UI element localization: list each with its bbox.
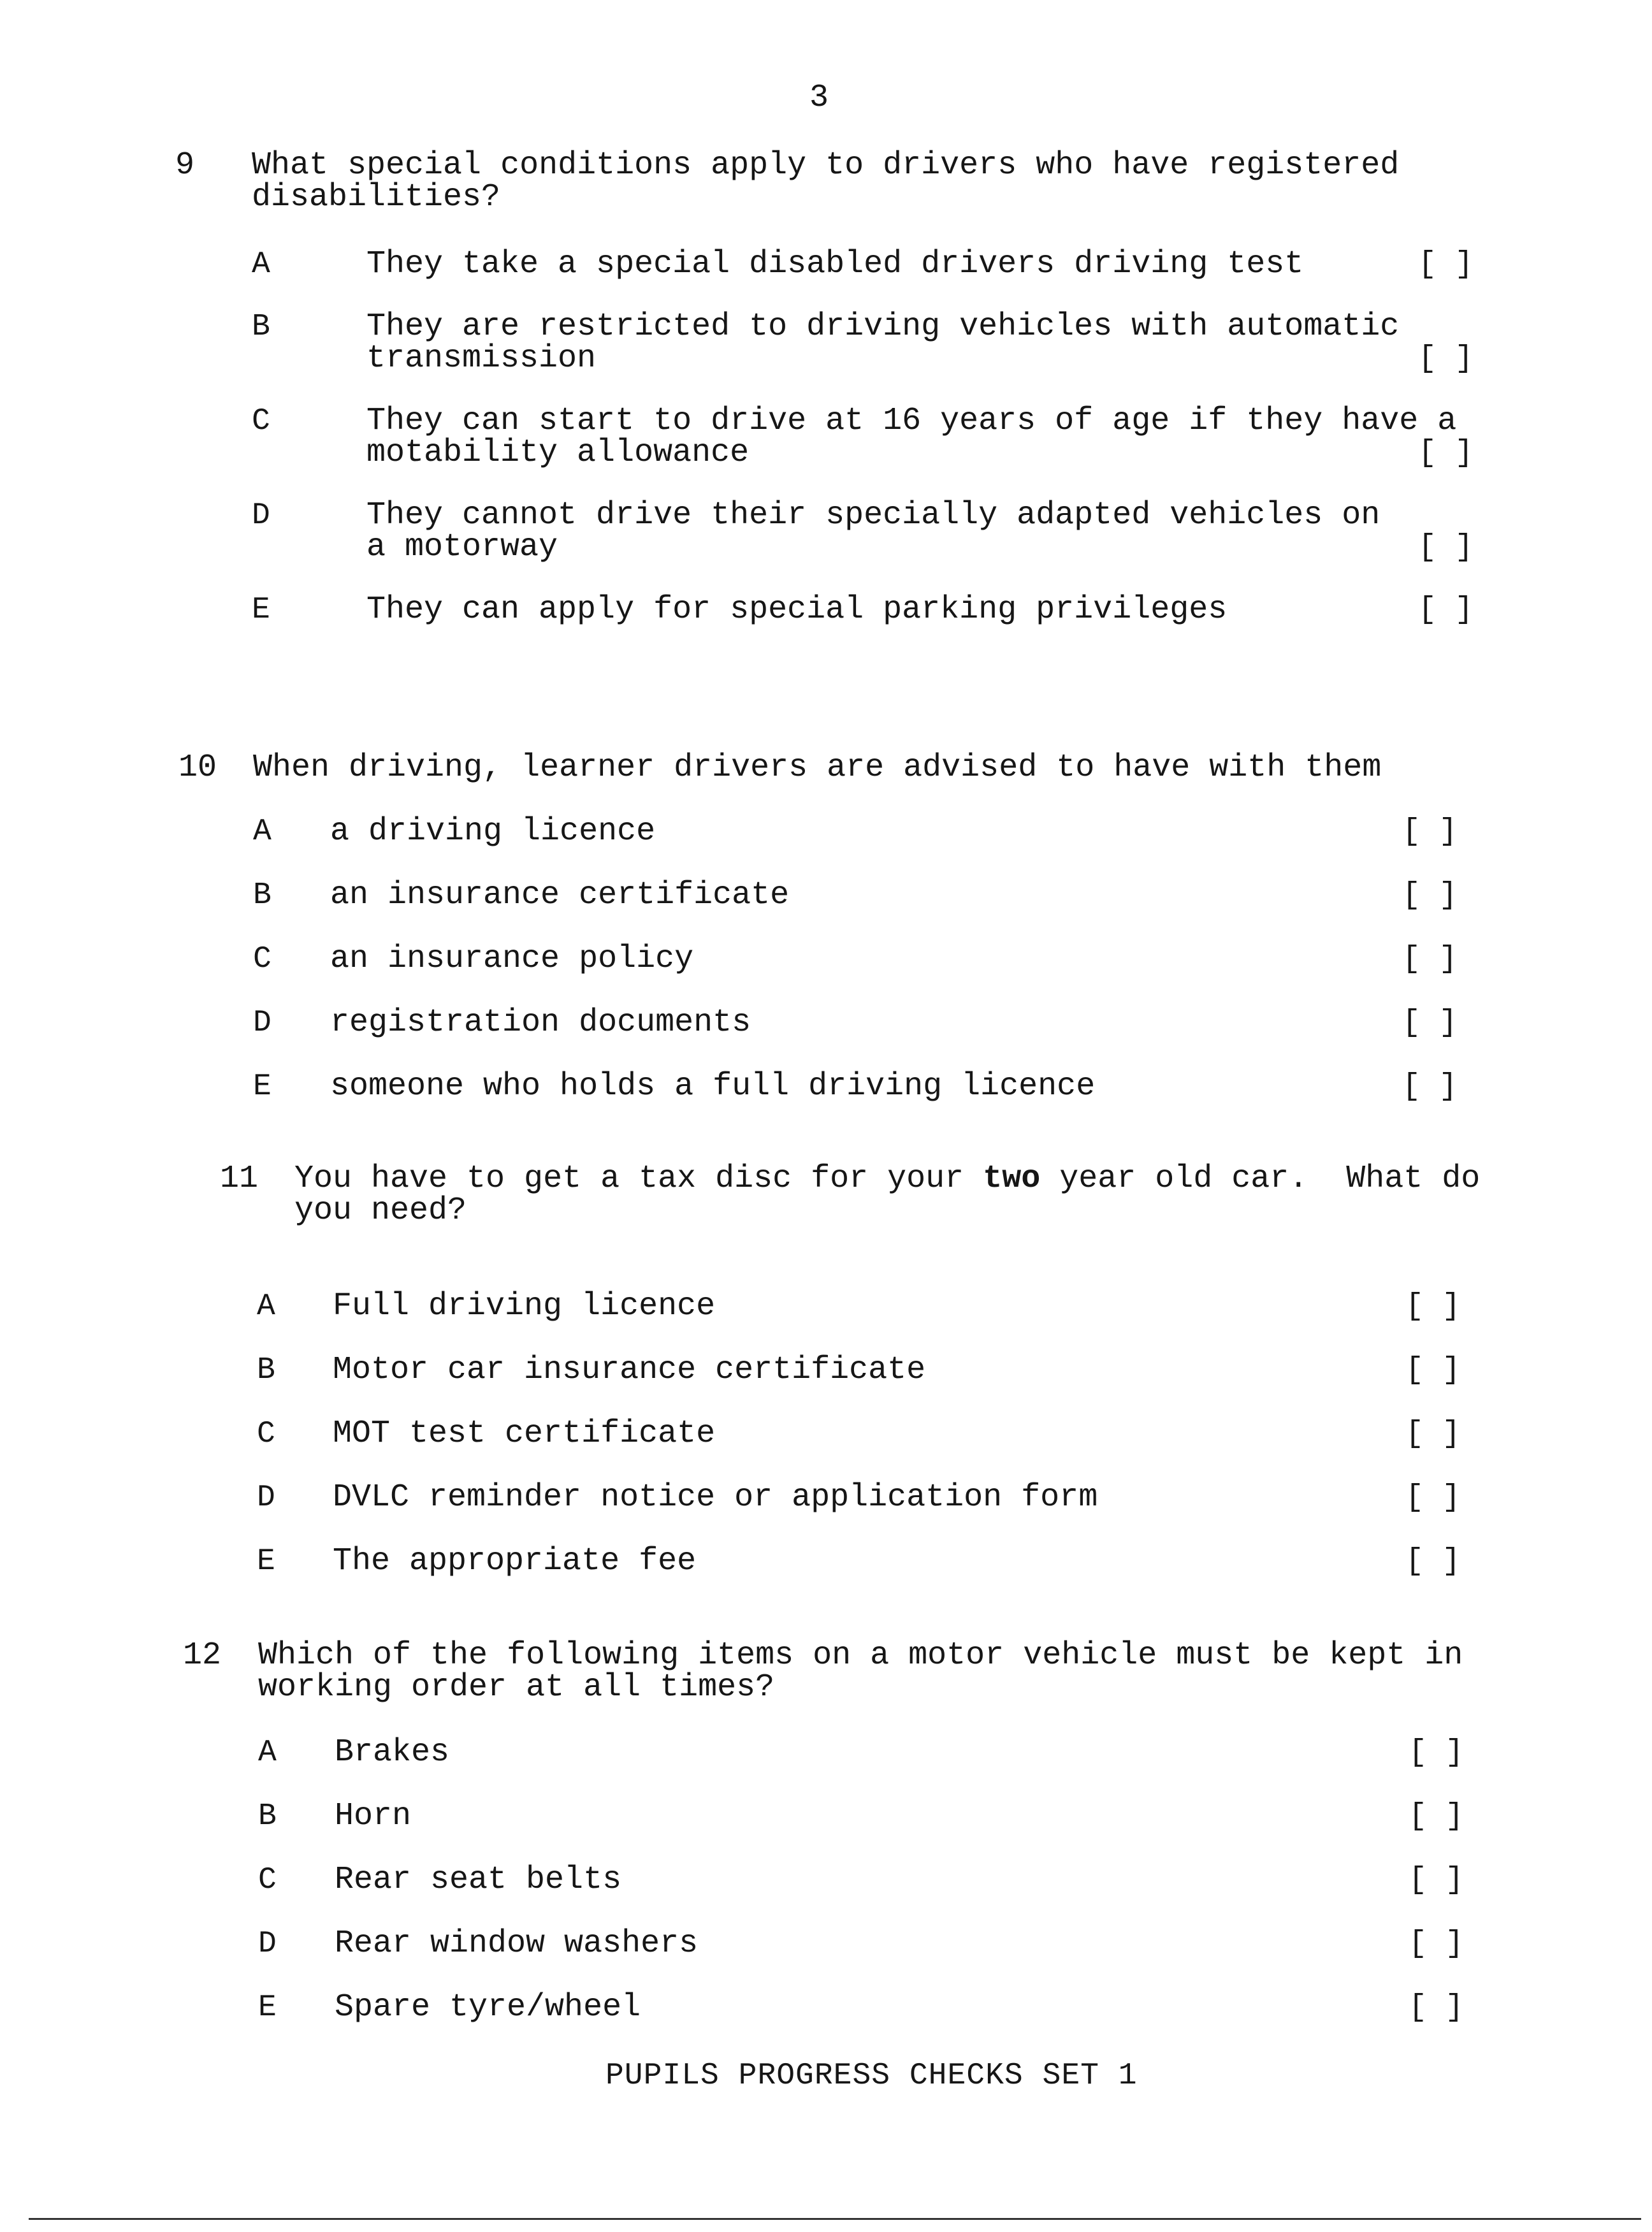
bottom-divider xyxy=(29,2218,1641,2220)
question-text: Which of the following items on a motor vehicle must be kept in working order at all times? xyxy=(258,1637,1463,1706)
option-text: They can apply for special parking privileges xyxy=(366,591,1228,628)
question-text-emphasis: two xyxy=(983,1161,1041,1197)
option-11d xyxy=(0,1479,1652,1546)
option-9c xyxy=(0,405,1652,469)
option-9d xyxy=(0,497,1652,565)
option-11c xyxy=(0,1418,1652,1482)
option-12a xyxy=(0,1734,1652,1801)
option-letter: D xyxy=(252,498,270,533)
option-letter: C xyxy=(252,404,270,438)
option-letter: C xyxy=(257,1417,275,1451)
option-text: Brakes xyxy=(335,1734,450,1771)
option-letter: A xyxy=(252,247,270,282)
option-text: They can start to drive at 16 years of age if they have a motability allowance xyxy=(366,403,1457,471)
option-text: Motor car insurance certificate xyxy=(333,1352,926,1388)
option-10b xyxy=(0,877,1652,943)
option-text: They cannot drive their specially adapted vehicles on a motorway xyxy=(366,497,1380,565)
option-letter: E xyxy=(252,593,270,627)
answer-checkbox[interactable]: [ ] xyxy=(1405,1289,1461,1324)
option-12b xyxy=(0,1798,1652,1864)
option-11e xyxy=(0,1543,1652,1609)
answer-checkbox[interactable]: [ ] xyxy=(1402,942,1458,976)
option-letter: B xyxy=(257,1353,275,1388)
option-text: The appropriate fee xyxy=(333,1543,697,1579)
answer-checkbox[interactable]: [ ] xyxy=(1418,247,1474,282)
answer-checkbox[interactable]: [ ] xyxy=(1409,1799,1464,1834)
answer-checkbox[interactable]: [ ] xyxy=(1405,1544,1461,1579)
answer-checkbox[interactable]: [ ] xyxy=(1402,878,1458,913)
option-10e xyxy=(0,1068,1652,1134)
option-letter: C xyxy=(258,1863,277,1897)
page-number: 3 xyxy=(809,80,829,116)
answer-checkbox[interactable]: [ ] xyxy=(1409,1927,1464,1961)
option-text: Full driving licence xyxy=(333,1288,716,1324)
option-11b xyxy=(0,1354,1652,1418)
option-text: registration documents xyxy=(330,1004,751,1041)
option-12d xyxy=(0,1925,1652,1992)
option-letter: E xyxy=(258,1990,277,2025)
option-text: someone who holds a full driving licence xyxy=(330,1068,1096,1105)
question-number: 12 xyxy=(183,1637,222,1674)
option-10c xyxy=(0,943,1652,1007)
option-9a xyxy=(0,246,1652,312)
option-9b xyxy=(0,308,1652,377)
answer-checkbox[interactable]: [ ] xyxy=(1402,1006,1458,1040)
option-letter: A xyxy=(253,815,272,849)
option-text: Rear window washers xyxy=(335,1925,699,1962)
answer-checkbox[interactable]: [ ] xyxy=(1418,593,1474,627)
option-text: MOT test certificate xyxy=(333,1416,716,1452)
answer-checkbox[interactable]: [ ] xyxy=(1418,436,1474,470)
option-text: a driving licence xyxy=(330,813,656,850)
question-number: 9 xyxy=(175,147,195,184)
answer-checkbox[interactable]: [ ] xyxy=(1405,1481,1461,1515)
option-text: Rear seat belts xyxy=(335,1862,622,1898)
answer-checkbox[interactable]: [ ] xyxy=(1405,1353,1461,1388)
option-text: an insurance certificate xyxy=(330,877,790,913)
answer-checkbox[interactable]: [ ] xyxy=(1409,1990,1464,2025)
page-footer: PUPILS PROGRESS CHECKS SET 1 xyxy=(605,2059,1138,2093)
option-letter: E xyxy=(253,1069,272,1104)
question-text-part: You have to get a tax disc for your xyxy=(294,1161,983,1197)
option-letter: B xyxy=(253,878,272,913)
question-text: What special conditions apply to drivers who have registered disabilities? xyxy=(252,147,1400,215)
option-text: Horn xyxy=(335,1798,412,1834)
answer-checkbox[interactable]: [ ] xyxy=(1402,1069,1458,1104)
question-text: When driving, learner drivers are advised to have with them xyxy=(253,750,1382,786)
option-12e xyxy=(0,1989,1652,2055)
option-9e xyxy=(0,591,1652,658)
option-letter: C xyxy=(253,942,272,976)
option-text: DVLC reminder notice or application form xyxy=(333,1479,1098,1516)
option-10a xyxy=(0,813,1652,880)
question-number: 10 xyxy=(178,750,217,786)
answer-checkbox[interactable]: [ ] xyxy=(1409,1736,1464,1770)
answer-checkbox[interactable]: [ ] xyxy=(1409,1863,1464,1897)
option-letter: E xyxy=(257,1544,275,1579)
option-letter: A xyxy=(258,1736,277,1770)
answer-checkbox[interactable]: [ ] xyxy=(1418,342,1474,376)
option-11a xyxy=(0,1288,1652,1354)
question-text xyxy=(294,1163,1480,1227)
option-letter: A xyxy=(257,1289,275,1324)
option-letter: B xyxy=(258,1799,277,1834)
answer-checkbox[interactable]: [ ] xyxy=(1405,1417,1461,1451)
option-text: Spare tyre/wheel xyxy=(335,1989,641,2025)
option-10d xyxy=(0,1004,1652,1071)
option-letter: D xyxy=(258,1927,277,1961)
option-text: They are restricted to driving vehicles with automatic transmission xyxy=(366,308,1400,377)
option-letter: B xyxy=(252,310,270,344)
option-letter: D xyxy=(257,1481,275,1515)
option-12c xyxy=(0,1864,1652,1928)
answer-checkbox[interactable]: [ ] xyxy=(1402,815,1458,849)
option-text: They take a special disabled drivers driving test xyxy=(366,246,1304,282)
answer-checkbox[interactable]: [ ] xyxy=(1418,530,1474,565)
option-letter: D xyxy=(253,1006,272,1040)
option-text: an insurance policy xyxy=(330,941,694,977)
question-text-part: year old car. What do you need? xyxy=(294,1161,1481,1229)
question-number: 11 xyxy=(220,1161,259,1197)
